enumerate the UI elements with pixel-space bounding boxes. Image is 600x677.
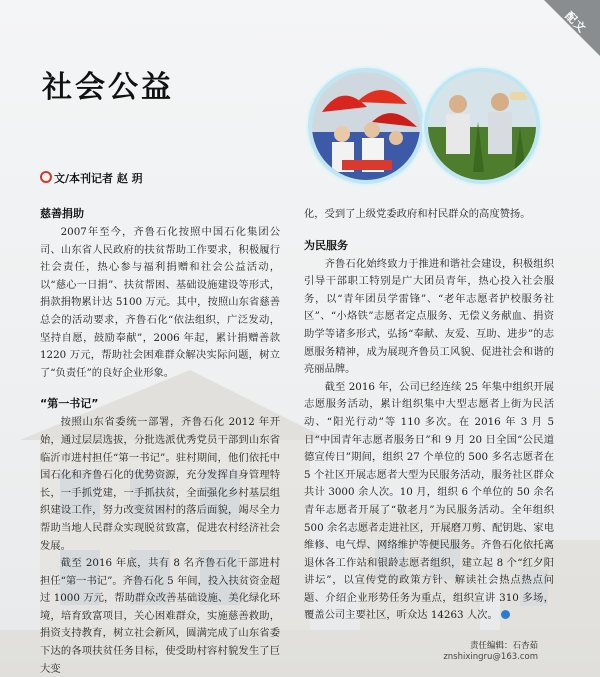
paragraph: 齐鲁石化始终致力于推进和谐社会建设，积极组织引导干部职工特别是广大团员青年，热心投入社会服务，以“青年团员学雷锋”、“老年志愿者护校服务社区”、“小烙铁”志愿者定点服务、无偿义务献血、捐资助学等诸多形式，弘扬“奉献、友爱、互助、进步”的志愿服务精神，成为展现齐鲁员工风貌、促进社会和谐的亮丽品牌。 xyxy=(304,257,554,376)
end-mark-icon xyxy=(501,610,510,619)
right-column xyxy=(304,206,554,625)
volunteers-red-umbrellas-photo-icon xyxy=(312,72,420,180)
page-title: 社会公益 xyxy=(42,70,174,105)
corner-tab xyxy=(530,0,600,70)
paragraph: 截至 2016 年底，共有 8 名齐鲁石化干部进村担任“第一书记”。齐鲁石化 5 年间，投入扶贫资金超过 1000 万元，帮助群众改善基础设施、美化绿化环境，培育致富项目，关心困难群众，实施慈善救助，捐资支持教育，树立社会新风，圆满完成了山东省委下达的各项扶贫任务目标，使受助村容村貌发生了巨大变 xyxy=(40,557,280,675)
section-heading: 慈善捐助 xyxy=(40,207,84,220)
section-heading: “第一书记” xyxy=(40,397,99,411)
byline xyxy=(40,170,143,186)
byline-bullet-icon xyxy=(40,171,52,183)
editor-label: 责任编辑：石杏茹 xyxy=(469,641,538,651)
paragraph: 2007年至今，齐鲁石化按照中国石化集团公司、山东省人民政府的扶贫帮助工作要求，积极履行社会责任，热心参与福利捐赠和社会公益活动，以“慈心一日捐”、扶贫帮困、基础设施建设等形式，捐款捐物累计达 5100 万元。其中，按照山东省慈善总会的活动要求，齐鲁石化“依法组织，广泛发动，坚持自愿，鼓励奉献”，2006 年起，累计捐赠善款 1220 万元，帮助社会困难群众解决实际问题，树立了“负责任”的良好企业形象。 xyxy=(40,226,280,379)
volunteers-photo xyxy=(308,68,424,184)
byline-text: 文/本刊记者 赵 玥 xyxy=(54,172,143,185)
paragraph: 按照山东省委统一部署，齐鲁石化 2012 年开始，通过层层选拔，分批选派优秀党员干部到山东省临沂市进村担任“第一书记”。驻村期间，他们依托中国石化和齐鲁石化的优势资源，充分发挥自身管理特长，一手抓党建，一手抓扶贫，全面强化乡村基层组织建设工作，努力改变贫困村的落后面貌，竭尽全力帮助当地人民群众实现脱贫致富，促进农村经济社会发展。 xyxy=(40,416,280,552)
editor-email: znshixingru@163.com xyxy=(443,652,538,662)
editor-credit xyxy=(443,641,538,663)
corner-tag-label: 配文 xyxy=(562,9,589,36)
farmers-photo xyxy=(424,68,540,184)
left-column xyxy=(40,206,280,677)
farmers-field-photo-icon xyxy=(428,72,536,180)
paragraph xyxy=(304,379,554,625)
paragraph-text: 截至 2016 年，公司已经连续 25 年集中组织开展志愿服务活动，累计组织集中大型志愿者上街为民活动、“阳光行动”等 110 多次。在 2016 年 3 月 5 日“中国青年志愿者服务日”和 9 月 20 日全国“公民道德宣传日”期间，组织 27 个单位的 500 多名志愿者在 5 个社区开展志愿者大型为民服务活动，服务社区群众共计 3000 余人次。10 月，组织 6 个单位的 50 余名青年志愿者开展了“敬老月”为民服务活动。全年组织 500 余名志愿者走进社区，开展磨刀剪、配钥匙、家电维修、电气焊、网络维护等便民服务。齐鲁石化依托离退休各工作站和银龄志愿者组织，建立起 8 个“红夕阳讲坛”，以宣传党的政策方针、解读社会热点热点问题、介绍企业形势任务为重点，组织宣讲 310 多场，覆盖公司主要社区，听众达 14263 人次。 xyxy=(304,380,554,622)
paragraph: 化，受到了上级党委政府和村民群众的高度赞扬。 xyxy=(304,208,531,220)
section-heading: 为民服务 xyxy=(304,238,348,252)
